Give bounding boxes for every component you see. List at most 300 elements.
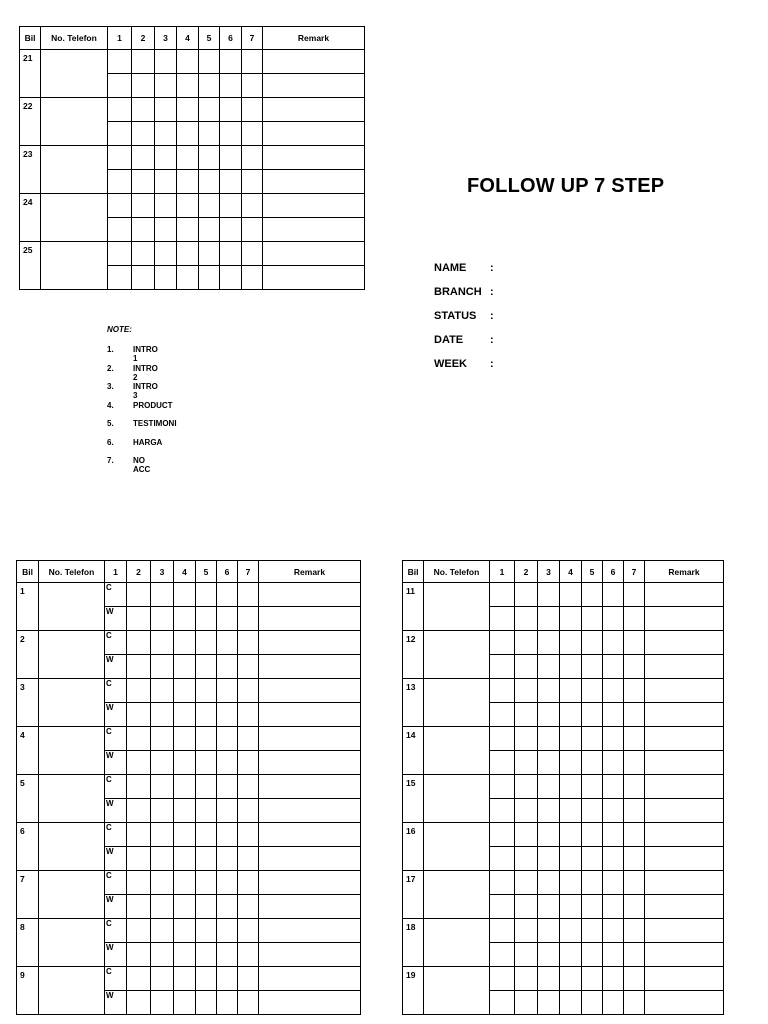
remark-cell[interactable] bbox=[259, 823, 361, 847]
step-cell[interactable] bbox=[174, 679, 196, 703]
step-cell[interactable] bbox=[560, 655, 582, 679]
step-cell[interactable] bbox=[538, 775, 560, 799]
step-cell[interactable] bbox=[108, 146, 132, 170]
step-cell[interactable] bbox=[127, 655, 151, 679]
step-cell[interactable] bbox=[220, 122, 242, 146]
step-cell[interactable] bbox=[538, 823, 560, 847]
step-cell[interactable] bbox=[151, 991, 174, 1015]
step-cell[interactable] bbox=[238, 991, 259, 1015]
step-cell[interactable] bbox=[132, 266, 155, 290]
step-cell[interactable] bbox=[560, 895, 582, 919]
step-cell[interactable] bbox=[199, 122, 220, 146]
remark-cell[interactable] bbox=[645, 799, 724, 823]
step-cell[interactable] bbox=[151, 583, 174, 607]
step-cell[interactable] bbox=[242, 218, 263, 242]
step-cell[interactable] bbox=[490, 679, 515, 703]
step-cell[interactable] bbox=[603, 967, 624, 991]
step-cell[interactable] bbox=[603, 943, 624, 967]
step-cell[interactable] bbox=[127, 967, 151, 991]
remark-cell[interactable] bbox=[645, 919, 724, 943]
step-cell[interactable] bbox=[108, 218, 132, 242]
step-cell[interactable] bbox=[127, 991, 151, 1015]
step-cell[interactable] bbox=[217, 895, 238, 919]
remark-cell[interactable] bbox=[645, 967, 724, 991]
step-cell[interactable] bbox=[127, 871, 151, 895]
step-cell[interactable] bbox=[603, 655, 624, 679]
step-cell[interactable] bbox=[199, 170, 220, 194]
step-cell[interactable] bbox=[560, 799, 582, 823]
step-cell[interactable] bbox=[108, 122, 132, 146]
step-cell[interactable] bbox=[132, 170, 155, 194]
step-cell[interactable] bbox=[155, 74, 177, 98]
remark-cell[interactable] bbox=[263, 98, 365, 122]
step-cell[interactable] bbox=[199, 218, 220, 242]
remark-cell[interactable] bbox=[259, 919, 361, 943]
step-cell[interactable] bbox=[127, 919, 151, 943]
step-cell[interactable] bbox=[242, 122, 263, 146]
step-cell[interactable] bbox=[490, 607, 515, 631]
step-cell[interactable] bbox=[560, 991, 582, 1015]
step-cell[interactable] bbox=[538, 607, 560, 631]
step-cell[interactable] bbox=[155, 50, 177, 74]
step-cell[interactable] bbox=[108, 170, 132, 194]
step-cell[interactable] bbox=[217, 919, 238, 943]
step-cell[interactable] bbox=[127, 823, 151, 847]
remark-cell[interactable] bbox=[645, 823, 724, 847]
step-cell[interactable] bbox=[624, 655, 645, 679]
step-cell[interactable] bbox=[603, 631, 624, 655]
step-cell[interactable] bbox=[151, 655, 174, 679]
remark-cell[interactable] bbox=[259, 847, 361, 871]
step-cell[interactable] bbox=[490, 775, 515, 799]
remark-cell[interactable] bbox=[259, 799, 361, 823]
remark-cell[interactable] bbox=[259, 607, 361, 631]
step-cell[interactable] bbox=[196, 991, 217, 1015]
step-cell[interactable] bbox=[490, 967, 515, 991]
step-cell[interactable] bbox=[196, 943, 217, 967]
step-cell[interactable] bbox=[177, 194, 199, 218]
step-cell[interactable] bbox=[538, 991, 560, 1015]
step-cell[interactable] bbox=[174, 655, 196, 679]
step-cell[interactable] bbox=[220, 218, 242, 242]
remark-cell[interactable] bbox=[259, 727, 361, 751]
step-cell[interactable] bbox=[624, 751, 645, 775]
remark-cell[interactable] bbox=[263, 266, 365, 290]
phone-cell[interactable] bbox=[41, 146, 108, 194]
phone-cell[interactable] bbox=[424, 967, 490, 1015]
step-cell[interactable] bbox=[490, 943, 515, 967]
step-cell[interactable] bbox=[538, 655, 560, 679]
step-cell[interactable] bbox=[177, 146, 199, 170]
step-cell[interactable] bbox=[238, 775, 259, 799]
step-cell[interactable] bbox=[196, 679, 217, 703]
remark-cell[interactable] bbox=[645, 583, 724, 607]
step-cell[interactable] bbox=[217, 967, 238, 991]
step-cell[interactable] bbox=[127, 895, 151, 919]
remark-cell[interactable] bbox=[259, 655, 361, 679]
phone-cell[interactable] bbox=[424, 823, 490, 871]
step-cell[interactable] bbox=[515, 679, 538, 703]
phone-cell[interactable] bbox=[39, 823, 105, 871]
step-cell[interactable] bbox=[238, 847, 259, 871]
step-cell[interactable] bbox=[151, 631, 174, 655]
step-cell[interactable] bbox=[242, 146, 263, 170]
step-cell[interactable] bbox=[515, 823, 538, 847]
step-cell[interactable] bbox=[624, 631, 645, 655]
step-cell[interactable] bbox=[624, 703, 645, 727]
step-cell[interactable] bbox=[582, 655, 603, 679]
step-cell[interactable] bbox=[242, 74, 263, 98]
step-cell[interactable] bbox=[132, 218, 155, 242]
step-cell[interactable] bbox=[177, 50, 199, 74]
remark-cell[interactable] bbox=[263, 50, 365, 74]
step-cell[interactable] bbox=[127, 703, 151, 727]
step-cell[interactable] bbox=[560, 847, 582, 871]
phone-cell[interactable] bbox=[39, 919, 105, 967]
step-cell[interactable] bbox=[515, 895, 538, 919]
step-cell[interactable] bbox=[490, 847, 515, 871]
step-cell[interactable] bbox=[538, 847, 560, 871]
step-cell[interactable] bbox=[151, 799, 174, 823]
step-cell[interactable] bbox=[217, 727, 238, 751]
step-cell[interactable] bbox=[490, 631, 515, 655]
step-cell[interactable] bbox=[624, 679, 645, 703]
step-cell[interactable] bbox=[217, 655, 238, 679]
step-cell[interactable] bbox=[196, 583, 217, 607]
step-cell[interactable] bbox=[538, 727, 560, 751]
step-cell[interactable] bbox=[151, 751, 174, 775]
step-cell[interactable] bbox=[151, 895, 174, 919]
step-cell[interactable] bbox=[515, 607, 538, 631]
step-cell[interactable] bbox=[127, 679, 151, 703]
step-cell[interactable] bbox=[196, 799, 217, 823]
step-cell[interactable] bbox=[582, 919, 603, 943]
step-cell[interactable] bbox=[560, 727, 582, 751]
step-cell[interactable] bbox=[538, 751, 560, 775]
step-cell[interactable] bbox=[174, 919, 196, 943]
step-cell[interactable] bbox=[560, 919, 582, 943]
step-cell[interactable] bbox=[490, 991, 515, 1015]
step-cell[interactable] bbox=[177, 218, 199, 242]
step-cell[interactable] bbox=[515, 919, 538, 943]
step-cell[interactable] bbox=[538, 583, 560, 607]
step-cell[interactable] bbox=[238, 943, 259, 967]
step-cell[interactable] bbox=[177, 98, 199, 122]
step-cell[interactable] bbox=[196, 919, 217, 943]
step-cell[interactable] bbox=[238, 895, 259, 919]
step-cell[interactable] bbox=[538, 679, 560, 703]
step-cell[interactable] bbox=[238, 967, 259, 991]
step-cell[interactable] bbox=[238, 583, 259, 607]
step-cell[interactable] bbox=[603, 823, 624, 847]
step-cell[interactable] bbox=[538, 919, 560, 943]
step-cell[interactable] bbox=[624, 607, 645, 631]
step-cell[interactable] bbox=[151, 919, 174, 943]
step-cell[interactable] bbox=[582, 847, 603, 871]
remark-cell[interactable] bbox=[259, 679, 361, 703]
step-cell[interactable] bbox=[220, 194, 242, 218]
phone-cell[interactable] bbox=[424, 727, 490, 775]
step-cell[interactable] bbox=[624, 871, 645, 895]
step-cell[interactable] bbox=[582, 799, 603, 823]
step-cell[interactable] bbox=[238, 799, 259, 823]
step-cell[interactable] bbox=[490, 919, 515, 943]
step-cell[interactable] bbox=[220, 266, 242, 290]
step-cell[interactable] bbox=[132, 146, 155, 170]
step-cell[interactable] bbox=[151, 847, 174, 871]
step-cell[interactable] bbox=[217, 991, 238, 1015]
step-cell[interactable] bbox=[174, 847, 196, 871]
step-cell[interactable] bbox=[199, 98, 220, 122]
step-cell[interactable] bbox=[582, 967, 603, 991]
step-cell[interactable] bbox=[174, 751, 196, 775]
step-cell[interactable] bbox=[108, 74, 132, 98]
step-cell[interactable] bbox=[560, 751, 582, 775]
step-cell[interactable] bbox=[196, 775, 217, 799]
step-cell[interactable] bbox=[155, 146, 177, 170]
step-cell[interactable] bbox=[242, 242, 263, 266]
step-cell[interactable] bbox=[127, 775, 151, 799]
step-cell[interactable] bbox=[151, 775, 174, 799]
step-cell[interactable] bbox=[174, 823, 196, 847]
step-cell[interactable] bbox=[238, 871, 259, 895]
step-cell[interactable] bbox=[490, 799, 515, 823]
step-cell[interactable] bbox=[127, 799, 151, 823]
remark-cell[interactable] bbox=[645, 775, 724, 799]
step-cell[interactable] bbox=[217, 703, 238, 727]
step-cell[interactable] bbox=[217, 943, 238, 967]
step-cell[interactable] bbox=[196, 847, 217, 871]
step-cell[interactable] bbox=[155, 218, 177, 242]
step-cell[interactable] bbox=[582, 943, 603, 967]
step-cell[interactable] bbox=[174, 727, 196, 751]
step-cell[interactable] bbox=[238, 823, 259, 847]
remark-cell[interactable] bbox=[259, 895, 361, 919]
step-cell[interactable] bbox=[238, 703, 259, 727]
step-cell[interactable] bbox=[560, 967, 582, 991]
step-cell[interactable] bbox=[490, 823, 515, 847]
step-cell[interactable] bbox=[560, 871, 582, 895]
step-cell[interactable] bbox=[490, 727, 515, 751]
step-cell[interactable] bbox=[196, 607, 217, 631]
step-cell[interactable] bbox=[174, 607, 196, 631]
step-cell[interactable] bbox=[155, 98, 177, 122]
step-cell[interactable] bbox=[603, 703, 624, 727]
remark-cell[interactable] bbox=[263, 74, 365, 98]
step-cell[interactable] bbox=[560, 823, 582, 847]
step-cell[interactable] bbox=[151, 727, 174, 751]
remark-cell[interactable] bbox=[259, 943, 361, 967]
step-cell[interactable] bbox=[196, 751, 217, 775]
step-cell[interactable] bbox=[538, 631, 560, 655]
step-cell[interactable] bbox=[217, 775, 238, 799]
step-cell[interactable] bbox=[196, 727, 217, 751]
step-cell[interactable] bbox=[560, 943, 582, 967]
step-cell[interactable] bbox=[132, 122, 155, 146]
step-cell[interactable] bbox=[242, 194, 263, 218]
step-cell[interactable] bbox=[238, 751, 259, 775]
step-cell[interactable] bbox=[603, 799, 624, 823]
remark-cell[interactable] bbox=[645, 679, 724, 703]
remark-cell[interactable] bbox=[259, 751, 361, 775]
step-cell[interactable] bbox=[624, 847, 645, 871]
phone-cell[interactable] bbox=[39, 583, 105, 631]
step-cell[interactable] bbox=[603, 871, 624, 895]
step-cell[interactable] bbox=[177, 170, 199, 194]
phone-cell[interactable] bbox=[39, 967, 105, 1015]
step-cell[interactable] bbox=[242, 50, 263, 74]
step-cell[interactable] bbox=[515, 631, 538, 655]
step-cell[interactable] bbox=[174, 775, 196, 799]
step-cell[interactable] bbox=[582, 991, 603, 1015]
step-cell[interactable] bbox=[582, 823, 603, 847]
remark-cell[interactable] bbox=[259, 631, 361, 655]
step-cell[interactable] bbox=[132, 98, 155, 122]
remark-cell[interactable] bbox=[645, 847, 724, 871]
remark-cell[interactable] bbox=[259, 967, 361, 991]
step-cell[interactable] bbox=[155, 122, 177, 146]
step-cell[interactable] bbox=[199, 50, 220, 74]
phone-cell[interactable] bbox=[39, 871, 105, 919]
step-cell[interactable] bbox=[582, 751, 603, 775]
step-cell[interactable] bbox=[624, 991, 645, 1015]
remark-cell[interactable] bbox=[645, 871, 724, 895]
step-cell[interactable] bbox=[132, 242, 155, 266]
phone-cell[interactable] bbox=[39, 631, 105, 679]
step-cell[interactable] bbox=[151, 703, 174, 727]
step-cell[interactable] bbox=[108, 194, 132, 218]
step-cell[interactable] bbox=[174, 799, 196, 823]
remark-cell[interactable] bbox=[259, 991, 361, 1015]
step-cell[interactable] bbox=[132, 50, 155, 74]
step-cell[interactable] bbox=[217, 679, 238, 703]
step-cell[interactable] bbox=[220, 74, 242, 98]
step-cell[interactable] bbox=[603, 751, 624, 775]
phone-cell[interactable] bbox=[424, 775, 490, 823]
step-cell[interactable] bbox=[560, 583, 582, 607]
step-cell[interactable] bbox=[199, 74, 220, 98]
step-cell[interactable] bbox=[603, 727, 624, 751]
step-cell[interactable] bbox=[174, 583, 196, 607]
step-cell[interactable] bbox=[196, 703, 217, 727]
phone-cell[interactable] bbox=[424, 871, 490, 919]
step-cell[interactable] bbox=[603, 919, 624, 943]
step-cell[interactable] bbox=[515, 703, 538, 727]
step-cell[interactable] bbox=[624, 895, 645, 919]
phone-cell[interactable] bbox=[424, 919, 490, 967]
step-cell[interactable] bbox=[199, 194, 220, 218]
phone-cell[interactable] bbox=[424, 679, 490, 727]
step-cell[interactable] bbox=[603, 679, 624, 703]
step-cell[interactable] bbox=[242, 170, 263, 194]
remark-cell[interactable] bbox=[259, 775, 361, 799]
step-cell[interactable] bbox=[155, 242, 177, 266]
remark-cell[interactable] bbox=[263, 218, 365, 242]
step-cell[interactable] bbox=[108, 50, 132, 74]
step-cell[interactable] bbox=[515, 967, 538, 991]
step-cell[interactable] bbox=[217, 847, 238, 871]
step-cell[interactable] bbox=[217, 823, 238, 847]
step-cell[interactable] bbox=[624, 727, 645, 751]
remark-cell[interactable] bbox=[645, 751, 724, 775]
step-cell[interactable] bbox=[108, 98, 132, 122]
step-cell[interactable] bbox=[538, 967, 560, 991]
step-cell[interactable] bbox=[538, 799, 560, 823]
step-cell[interactable] bbox=[624, 799, 645, 823]
remark-cell[interactable] bbox=[263, 122, 365, 146]
step-cell[interactable] bbox=[582, 607, 603, 631]
step-cell[interactable] bbox=[196, 967, 217, 991]
step-cell[interactable] bbox=[174, 871, 196, 895]
step-cell[interactable] bbox=[174, 703, 196, 727]
step-cell[interactable] bbox=[238, 631, 259, 655]
step-cell[interactable] bbox=[127, 583, 151, 607]
step-cell[interactable] bbox=[238, 727, 259, 751]
step-cell[interactable] bbox=[515, 775, 538, 799]
step-cell[interactable] bbox=[196, 823, 217, 847]
step-cell[interactable] bbox=[560, 607, 582, 631]
step-cell[interactable] bbox=[220, 146, 242, 170]
step-cell[interactable] bbox=[538, 943, 560, 967]
step-cell[interactable] bbox=[174, 631, 196, 655]
step-cell[interactable] bbox=[560, 775, 582, 799]
step-cell[interactable] bbox=[127, 607, 151, 631]
step-cell[interactable] bbox=[603, 775, 624, 799]
step-cell[interactable] bbox=[238, 655, 259, 679]
step-cell[interactable] bbox=[217, 751, 238, 775]
remark-cell[interactable] bbox=[263, 146, 365, 170]
step-cell[interactable] bbox=[108, 266, 132, 290]
step-cell[interactable] bbox=[490, 583, 515, 607]
step-cell[interactable] bbox=[624, 823, 645, 847]
step-cell[interactable] bbox=[174, 967, 196, 991]
step-cell[interactable] bbox=[220, 98, 242, 122]
step-cell[interactable] bbox=[108, 242, 132, 266]
step-cell[interactable] bbox=[127, 631, 151, 655]
phone-cell[interactable] bbox=[41, 50, 108, 98]
remark-cell[interactable] bbox=[263, 194, 365, 218]
step-cell[interactable] bbox=[220, 170, 242, 194]
step-cell[interactable] bbox=[603, 895, 624, 919]
step-cell[interactable] bbox=[515, 727, 538, 751]
step-cell[interactable] bbox=[217, 583, 238, 607]
step-cell[interactable] bbox=[174, 895, 196, 919]
step-cell[interactable] bbox=[582, 871, 603, 895]
step-cell[interactable] bbox=[560, 703, 582, 727]
step-cell[interactable] bbox=[560, 679, 582, 703]
step-cell[interactable] bbox=[220, 50, 242, 74]
phone-cell[interactable] bbox=[424, 631, 490, 679]
remark-cell[interactable] bbox=[263, 242, 365, 266]
step-cell[interactable] bbox=[538, 703, 560, 727]
step-cell[interactable] bbox=[582, 631, 603, 655]
phone-cell[interactable] bbox=[41, 242, 108, 290]
step-cell[interactable] bbox=[560, 631, 582, 655]
step-cell[interactable] bbox=[199, 266, 220, 290]
remark-cell[interactable] bbox=[645, 727, 724, 751]
step-cell[interactable] bbox=[155, 194, 177, 218]
step-cell[interactable] bbox=[151, 823, 174, 847]
step-cell[interactable] bbox=[174, 943, 196, 967]
step-cell[interactable] bbox=[177, 242, 199, 266]
step-cell[interactable] bbox=[238, 679, 259, 703]
step-cell[interactable] bbox=[196, 895, 217, 919]
step-cell[interactable] bbox=[177, 74, 199, 98]
step-cell[interactable] bbox=[582, 703, 603, 727]
remark-cell[interactable] bbox=[259, 703, 361, 727]
step-cell[interactable] bbox=[515, 991, 538, 1015]
remark-cell[interactable] bbox=[645, 895, 724, 919]
